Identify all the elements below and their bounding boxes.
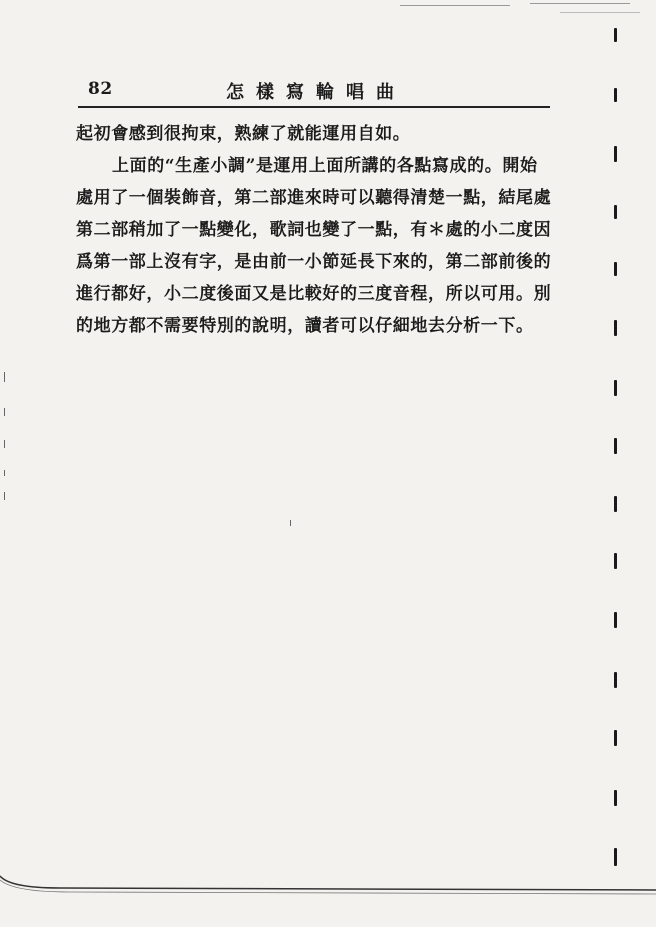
scan-speck <box>4 440 5 448</box>
scan-speck <box>290 520 291 526</box>
binding-hole <box>614 848 617 866</box>
text-line: 的地方都不需要特別的說明，讀者可以仔細地去分析一下。 <box>76 316 534 336</box>
scan-edge-line <box>530 3 630 4</box>
text-line: 起初會感到很拘束，熟練了就能運用自如。 <box>76 124 411 144</box>
binding-hole <box>614 380 617 396</box>
scan-speck <box>4 372 5 382</box>
running-title: 怎樣寫輪唱曲 <box>226 82 406 103</box>
binding-hole <box>614 553 617 569</box>
scan-edge-line <box>400 5 510 6</box>
text-line: 第二部稍加了一點變化，歌詞也變了一點，有＊處的小二度因 <box>76 220 552 240</box>
binding-hole <box>614 790 617 806</box>
binding-hole <box>614 320 617 336</box>
scan-edge-line <box>560 12 640 13</box>
text-line: 處用了一個裝飾音，第二部進來時可以聽得清楚一點，結尾處 <box>76 188 552 208</box>
binding-hole <box>614 262 617 276</box>
binding-hole <box>614 730 617 746</box>
scan-speck <box>4 408 5 416</box>
binding-hole <box>614 438 617 454</box>
page-number: 82 <box>88 79 113 99</box>
page-edge-curve <box>0 868 656 908</box>
binding-hole <box>614 612 617 628</box>
text-line: 進行都好，小二度後面又是比較好的三度音程，所以可用。別 <box>76 284 552 304</box>
binding-hole <box>614 496 617 512</box>
text-line: 爲第一部上沒有字，是由前一小節延長下來的，第二部前後的 <box>76 252 552 272</box>
scan-speck <box>4 492 5 500</box>
header-rule <box>78 106 550 108</box>
binding-hole <box>614 28 617 42</box>
binding-hole <box>614 205 617 219</box>
binding-hole <box>614 88 617 102</box>
text-line: 上面的“生產小調”是運用上面所講的各點寫成的。開始 <box>112 156 538 176</box>
body-text <box>76 118 554 342</box>
binding-hole <box>614 146 617 162</box>
binding-hole <box>614 672 617 688</box>
scan-speck <box>4 470 5 476</box>
